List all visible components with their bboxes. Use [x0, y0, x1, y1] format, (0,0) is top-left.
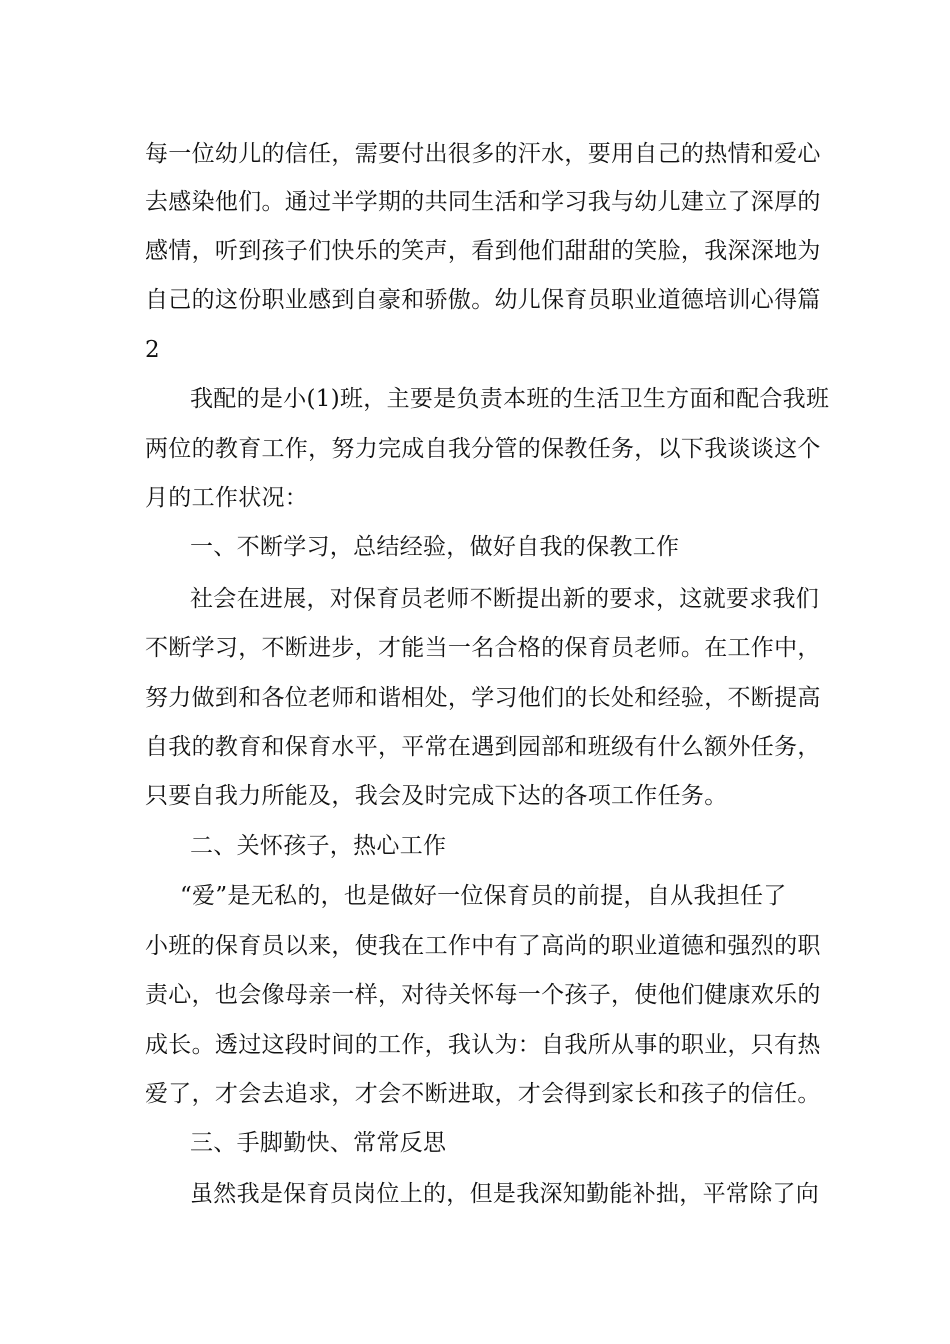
text-line: “爱”是无私的，也是做好一位保育员的前提，自从我担任了: [180, 883, 787, 909]
text-line: 两位的教育工作，努力完成自我分管的保教任务，以下我谈谈这个: [145, 436, 821, 462]
text-line: 自己的这份职业感到自豪和骄傲。幼儿保育员职业道德培训心得篇: [145, 287, 821, 313]
section-heading: 一、不断学习，总结经验，做好自我的保教工作: [190, 534, 680, 560]
text-line: 每一位幼儿的信任，需要付出很多的汗水，要用自己的热情和爱心: [145, 141, 821, 167]
text-line: 爱了，才会去追求，才会不断进取，才会得到家长和孩子的信任。: [145, 1081, 821, 1107]
text-line: 不断学习，不断进步，才能当一名合格的保育员老师。在工作中，: [145, 635, 821, 661]
section-heading: 三、手脚勤快、常常反思: [190, 1130, 447, 1156]
text-line: 感情，听到孩子们快乐的笑声，看到他们甜甜的笑脸，我深深地为: [145, 238, 821, 264]
text-line: 2: [145, 337, 160, 363]
text-line: 只要自我力所能及，我会及时完成下达的各项工作任务。: [145, 783, 728, 809]
text-line: 我配的是小(1)班，主要是负责本班的生活卫生方面和配合我班: [190, 386, 830, 412]
text-line: 成长。透过这段时间的工作，我认为：自我所从事的职业，只有热: [145, 1032, 821, 1058]
text-line: 自我的教育和保育水平，平常在遇到园部和班级有什么额外任务，: [145, 734, 821, 760]
text-line: 虽然我是保育员岗位上的，但是我深知勤能补拙，平常除了向: [190, 1181, 820, 1207]
text-line: 努力做到和各位老师和谐相处，学习他们的长处和经验，不断提高: [145, 685, 821, 711]
text-line: 月的工作状况：: [145, 485, 309, 511]
text-line: 责心，也会像母亲一样，对待关怀每一个孩子，使他们健康欢乐的: [145, 982, 821, 1008]
text-line: 小班的保育员以来，使我在工作中有了高尚的职业道德和强烈的职: [145, 933, 821, 959]
text-line: 去感染他们。通过半学期的共同生活和学习我与幼儿建立了深厚的: [145, 189, 821, 215]
text-line: 社会在进展，对保育员老师不断提出新的要求，这就要求我们: [190, 586, 820, 612]
section-heading: 二、关怀孩子，热心工作: [190, 833, 447, 859]
